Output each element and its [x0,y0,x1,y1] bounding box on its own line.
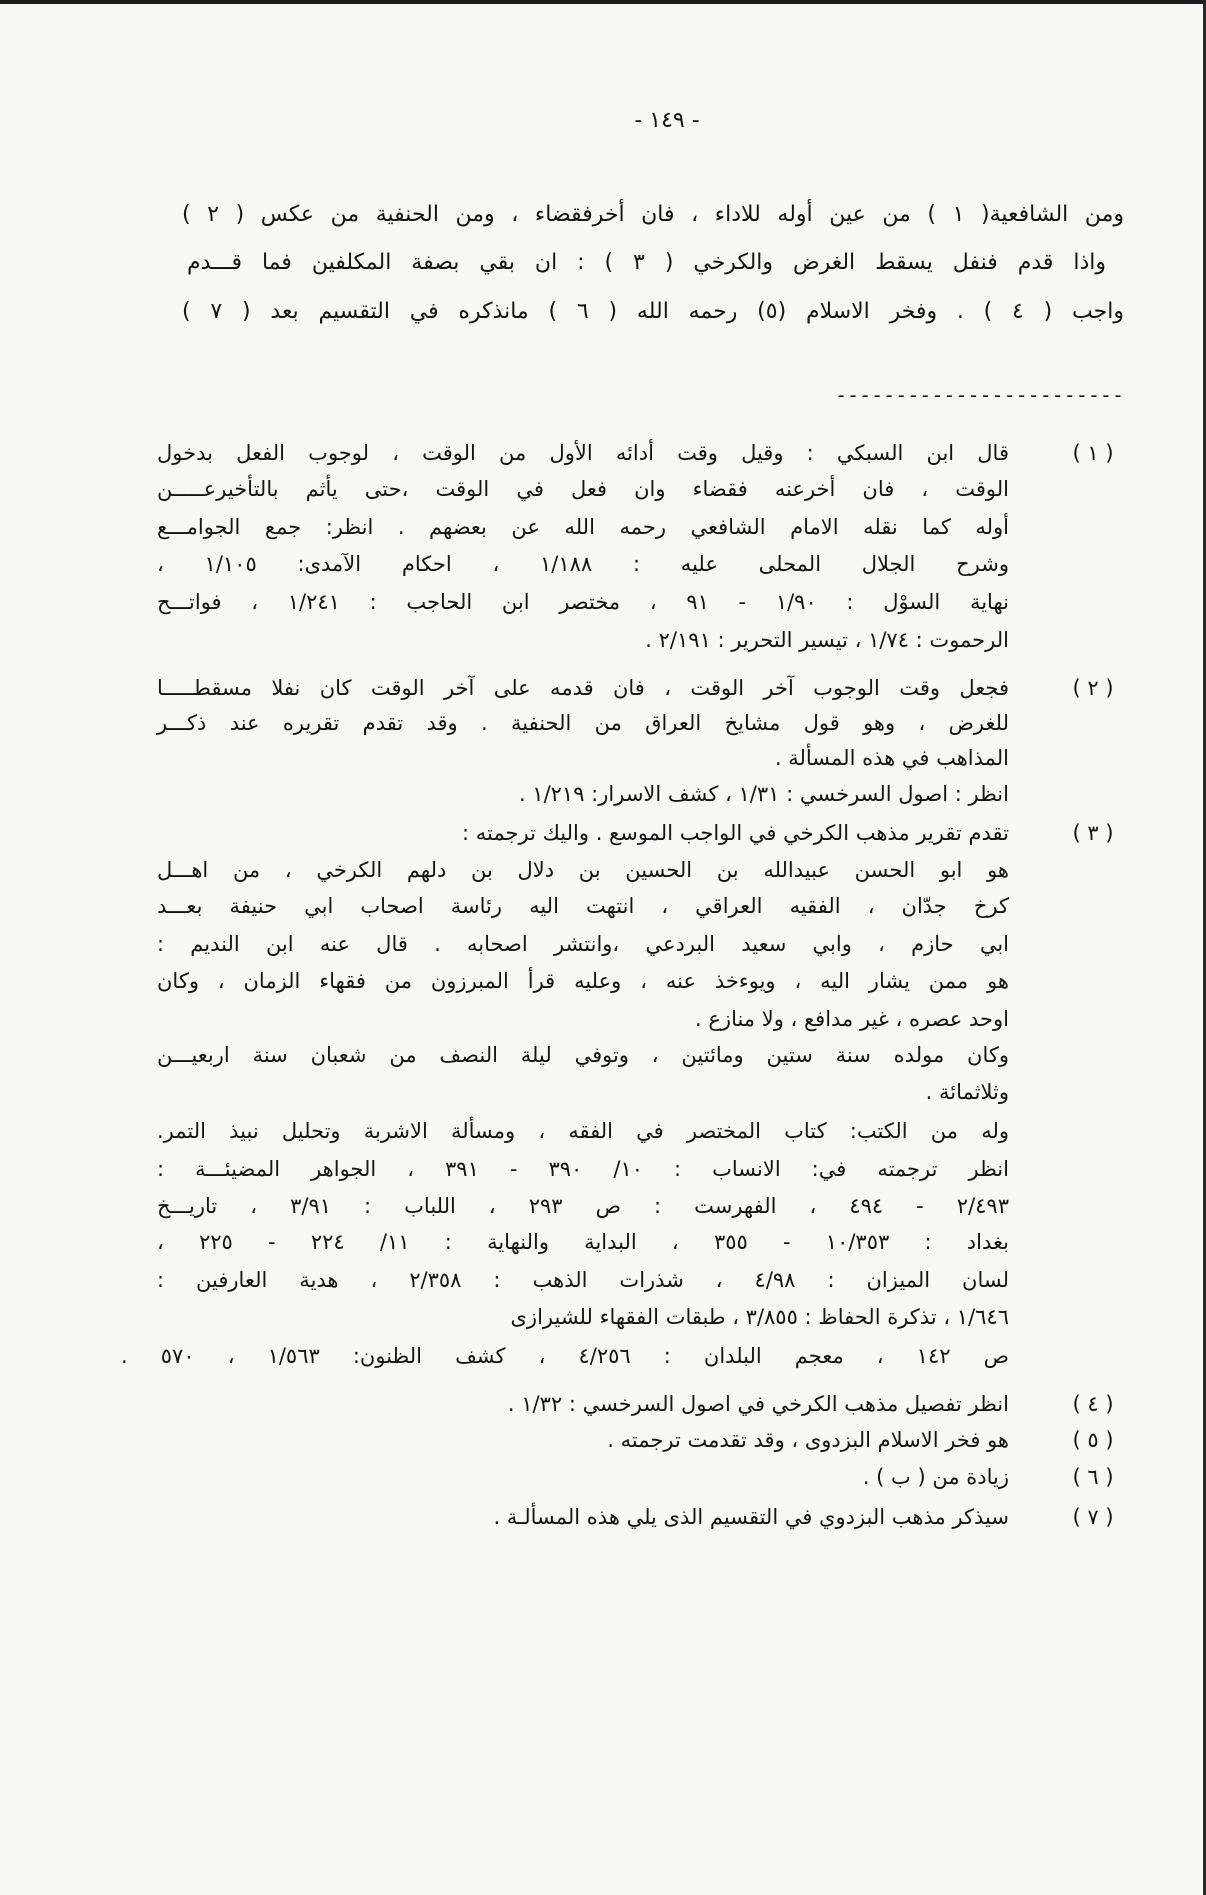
scan-border-top [0,0,1206,4]
footnote-line: للغرض ، وهو قول مشايخ العراق من الحنفية . وقد تقدم تقريره عند ذكـــر [157,711,1009,735]
footnote-line: ١/٦٤٦ ، تذكرة الحفاظ : ٣/٨٥٥ ، طبقات الفقهاء للشيرازى [510,1305,1009,1329]
footnote-line: تقدم تقرير مذهب الكرخي في الواجب الموسع . واليك ترجمته : [462,821,1009,845]
footnote-line: وشرح الجلال المحلى عليه : ١/١٨٨ ، احكام الآمدى: ١/١٠٥ ، [157,552,1010,576]
footnote-line: قال ابن السبكي : وقيل وقت أدائه الأول من الوقت ، لوجوب الفعل بدخول [157,441,1009,465]
footnote-marker: ( ٧ ) [1072,1505,1114,1529]
footnote-line: اوحد عصره ، غير مدافع ، ولا منازع . [695,1007,1009,1031]
footnote-line: هو فخر الاسلام البزدوى ، وقد تقدمت ترجمته . [607,1428,1009,1452]
footnote-line: ابي حازم ، وابي سعيد البردعي ،وانتشر اصحابه . قال عنه ابن النديم : [157,932,1009,956]
footnote-line: زيادة من ( ب ) . [862,1465,1009,1489]
body-line: واذا قدم فنفل يسقط الغرض والكرخي ( ٣ ) : ان بقي بصفة المكلفين فما قـــدم [187,250,1106,275]
footnote-line: أوله كما نقله الامام الشافعي رحمه الله عن بعضهم . انظر: جمع الجوامـــع [157,515,1009,539]
footnote-marker: ( ٦ ) [1072,1465,1114,1489]
footnote-line: وثلاثمائة . [925,1080,1009,1104]
footnote-line: نهاية السوْل : ١/٩٠ - ٩١ ، مختصر ابن الحاجب : ١/٢٤١ ، فواتـــح [157,590,1009,614]
footnote-marker: ( ٤ ) [1072,1392,1114,1416]
footnote-line: انظر ترجمته في: الانساب : ١٠/ ٣٩٠ - ٣٩١ ، الجواهر المضيئـــة : [157,1157,1009,1181]
body-line: ومن الشافعية( ١ ) من عين أوله للاداء ، فان أخرفقضاء ، ومن الحنفية من عكس ( ٢ ) [182,202,1125,227]
footnote-line: انظر تفصيل مذهب الكرخي في اصول السرخسي : ١/٣٢ . [507,1392,1009,1416]
footnote-line: وكان مولده سنة ستين ومائتين ، وتوفي ليلة النصف من شعبان سنة اربعيـــن [157,1043,1009,1067]
footnote-line: انظر : اصول السرخسي : ١/٣١ ، كشف الاسرار: ١/٢١٩ . [518,782,1009,806]
footnote-line: الوقت ، فان أخرعنه فقضاء وان فعل في الوقت ،حتى يأثم بالتأخيرعـــــن [157,477,1009,501]
footnote-marker: ( ١ ) [1072,441,1114,465]
footnote-line: هو ابو الحسن عبيدالله بن الحسين بن دلال بن دلهم الكرخي ، من اهـــل [157,858,1009,882]
footnote-marker: ( ٢ ) [1072,676,1114,700]
footnote-line: ٢/٤٩٣ - ٤٩٤ ، الفهرست : ص ٢٩٣ ، اللباب : ٣/٩١ ، تاريـــخ [157,1194,1009,1218]
footnote-line: وله من الكتب: كتاب المختصر في الفقه ، ومسألة الاشربة وتحليل نبيذ التمر. [157,1119,1009,1143]
footnote-line: هو ممن يشار اليه ، ويوءخذ عنه ، وعليه قرأ المبرزون من فقهاء الزمان ، وكان [157,969,1009,993]
footnote-line: فجعل وقت الوجوب آخر الوقت ، فان قدمه على آخر الوقت كان نفلا مسقطـــــا [157,676,1009,700]
footnote-line: كرخ جدّان ، الفقيه العراقي ، انتهت اليه رئاسة اصحاب ابي حنيفة بعـــد [157,894,1009,918]
page-number: - ١٤٩ - [634,108,700,133]
footnote-separator: ------------------------ [835,383,1124,407]
footnote-line: المذاهب في هذه المسألة . [774,746,1009,770]
footnote-line: الرحموت : ١/٧٤ ، تيسير التحرير : ٢/١٩١ . [645,628,1009,652]
body-line: واجب ( ٤ ) . وفخر الاسلام (٥) رحمه الله ( ٦ ) مانذكره في التقسيم بعد ( ٧ ) [182,299,1124,324]
footnote-line: لسان الميزان : ٤/٩٨ ، شذرات الذهب : ٢/٣٥٨ ، هدية العارفين : [157,1268,1009,1292]
footnote-line: سيذكر مذهب البزدوي في التقسيم الذى يلي هذه المسألـة . [493,1505,1009,1529]
footnote-line: بغداد : ١٠/٣٥٣ - ٣٥٥ ، البداية والنهاية : ١١/ ٢٢٤ - ٢٢٥ ، [157,1230,1009,1254]
footnote-line: ص ١٤٢ ، معجم البلدان : ٤/٢٥٦ ، كشف الظنون: ١/٥٦٣ ، ٥٧٠ . [121,1344,1009,1368]
footnote-marker: ( ٥ ) [1072,1428,1114,1452]
footnote-marker: ( ٣ ) [1072,821,1114,845]
